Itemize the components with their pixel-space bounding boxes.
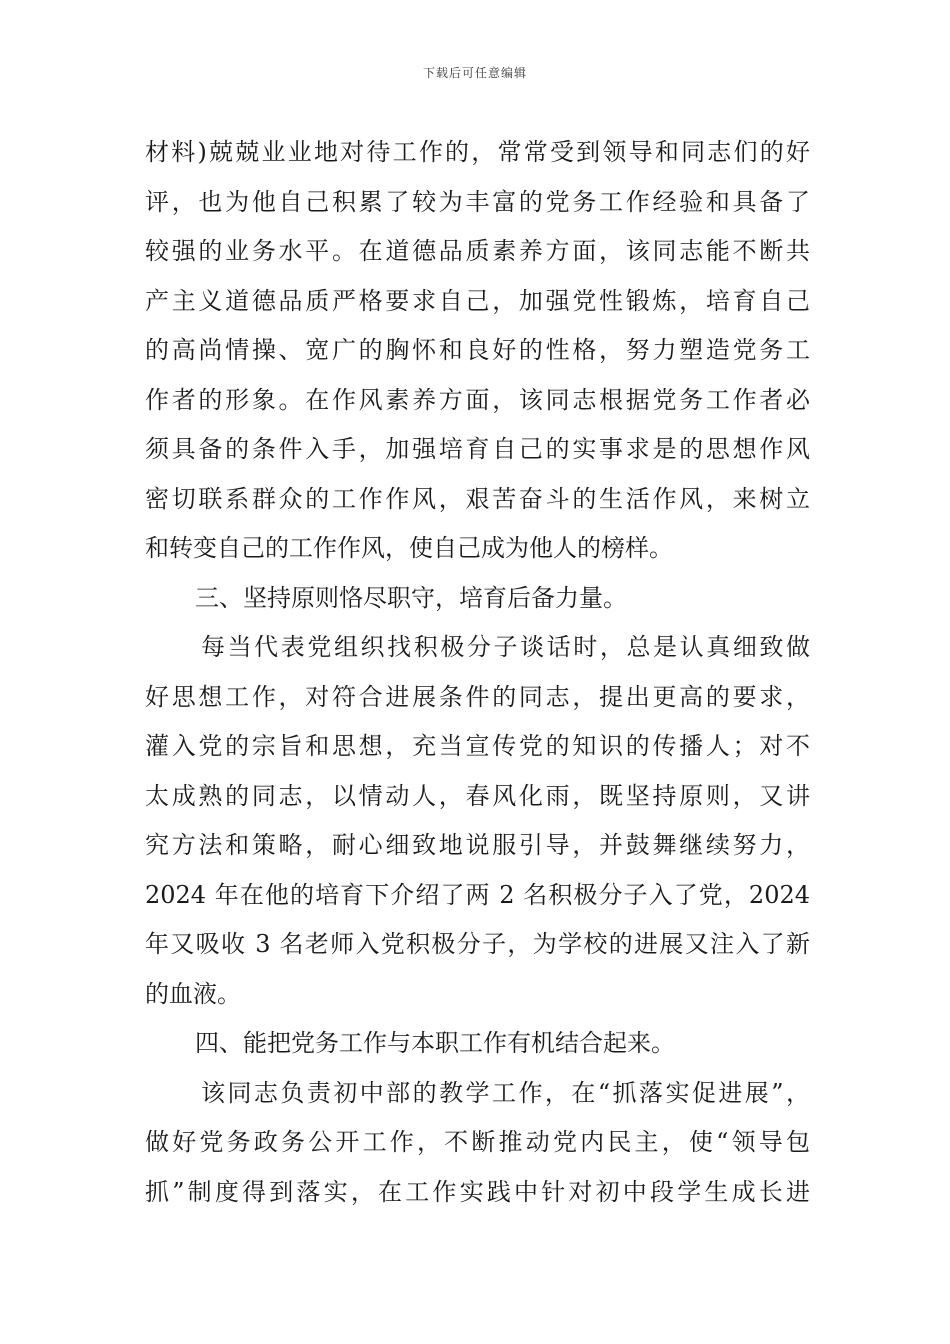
- text-line: 好思想工作，对符合进展条件的同志，提出更高的要求，: [145, 682, 810, 711]
- text-line: 每当代表党组织找积极分子谈话时，总是认真细致做: [201, 633, 810, 661]
- text-line: 灌入党的宗旨和思想，充当宣传党的知识的传播人；对不: [145, 732, 810, 760]
- text-line: 太成熟的同志，以情动人，春风化雨，既坚持原则，又讲: [145, 781, 810, 810]
- text-line: 2024 年在他的培育下介绍了两 2 名积极分子入了党，2024: [145, 880, 810, 909]
- section-heading: 三、坚持原则恪尽职守，培育后备力量。: [195, 583, 627, 612]
- text-line: 年又吸收 3 名老师入党积极分子，为学校的进展又注入了新: [145, 930, 810, 958]
- text-line: 作者的形象。在作风素养方面，该同志根据党务工作者必: [145, 385, 810, 414]
- text-line: 和转变自己的工作作风，使自己成为他人的榜样。: [145, 534, 673, 562]
- text-line: 较强的业务水平。在道德品质素养方面，该同志能不断共: [145, 237, 810, 265]
- text-line: 究方法和策略，耐心细致地说服引导，并鼓舞继续努力，: [145, 831, 810, 859]
- text-line: 评，也为他自己积累了较为丰富的党务工作经验和具备了: [145, 187, 810, 216]
- text-line: 的高尚情操、宽广的胸怀和良好的性格，努力塑造党务工: [145, 336, 810, 364]
- document-body: [145, 128, 810, 1217]
- text-line: 密切联系群众的工作作风，艰苦奋斗的生活作风，来树立: [145, 484, 810, 513]
- text-line: 材料)兢兢业业地对待工作的，常常受到领导和同志们的好: [145, 138, 810, 166]
- text-line: 做好党务政务公开工作，不断推动党内民主，使“领导包: [145, 1128, 810, 1156]
- text-line: 抓”制度得到落实，在工作实践中针对初中段学生成长进: [145, 1177, 810, 1206]
- page-header: 下载后可任意编辑: [422, 66, 527, 80]
- text-line: 须具备的条件入手，加强培育自己的实事求是的思想作风: [145, 435, 810, 463]
- section-heading: 四、能把党务工作与本职工作有机结合起来。: [195, 1029, 675, 1057]
- text-line: 该同志负责初中部的教学工作，在“抓落实促进展”，: [201, 1078, 810, 1107]
- text-line: 产主义道德品质严格要求自己，加强党性锻炼，培育自己: [145, 286, 810, 315]
- text-line: 的血液。: [145, 979, 241, 1008]
